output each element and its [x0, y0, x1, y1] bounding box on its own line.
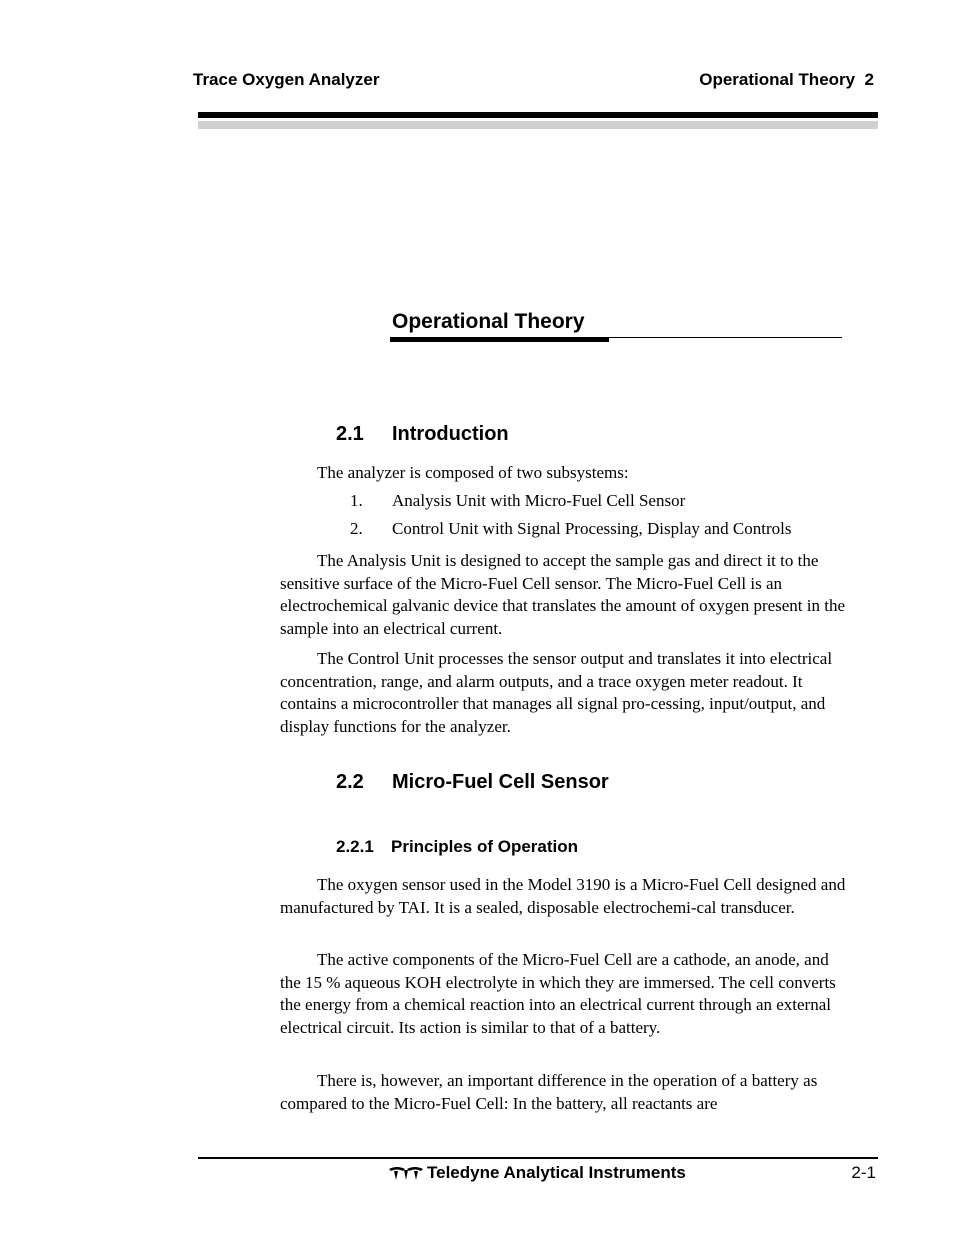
section-number: 2.2 [336, 771, 364, 793]
paragraph: The oxygen sensor used in the Model 3190 is a Micro-Fuel Cell designed and manufactured by TAI. It is a sealed, disposable electrochemi-cal transducer. [280, 875, 846, 917]
subsection-number: 2.2.1 [336, 837, 374, 856]
header-rule-shadow [198, 121, 878, 129]
teledyne-logo-icon [388, 1165, 424, 1181]
chapter-title-underline [390, 337, 609, 342]
list-item-text: Analysis Unit with Micro-Fuel Cell Sensor [392, 491, 686, 510]
running-header-chapter: Operational Theory 2 [699, 70, 874, 89]
section-number: 2.1 [336, 423, 364, 445]
list-item-text: Control Unit with Signal Processing, Display and Controls [392, 519, 792, 538]
paragraph: The Control Unit processes the sensor output and translates it into electrical concentration, range, and alarm outputs, and a trace oxygen meter readout. It contains a microcontroller that manages all signal pro-cessing, input/output, and display functions for the analyzer. [280, 649, 833, 736]
running-header-title: Trace Oxygen Analyzer [193, 70, 380, 89]
subsection-title: Principles of Operation [391, 837, 579, 856]
list-item-number: 1. [350, 491, 363, 510]
chapter-title: Operational Theory [392, 310, 585, 333]
footer-rule [198, 1157, 878, 1159]
paragraph: The active components of the Micro-Fuel Cell are a cathode, an anode, and the 15 % aqueous KOH electrolyte in which they are immersed. The cell converts the energy from a chemical reaction into an electrical current through an external electrical circuit. Its action is similar to that of a battery. [280, 950, 836, 1037]
intro-sentence: The analyzer is composed of two subsystems: [317, 463, 629, 482]
paragraph: The Analysis Unit is designed to accept the sample gas and direct it to the sensitive surface of the Micro-Fuel Cell sensor. The Micro-Fuel Cell is an electrochemical galvanic device that translates the amount of oxygen present in the sample into an electrical current. [280, 551, 846, 638]
footer-company: Teledyne Analytical Instruments [427, 1163, 686, 1182]
paragraph: There is, however, an important difference in the operation of a battery as compared to the Micro-Fuel Cell: In the battery, all reactants are [280, 1071, 818, 1113]
section-title: Introduction [392, 423, 509, 445]
section-title: Micro-Fuel Cell Sensor [392, 771, 609, 793]
page-number: 2-1 [851, 1163, 876, 1182]
list-item-number: 2. [350, 519, 363, 538]
header-rule [198, 112, 878, 118]
